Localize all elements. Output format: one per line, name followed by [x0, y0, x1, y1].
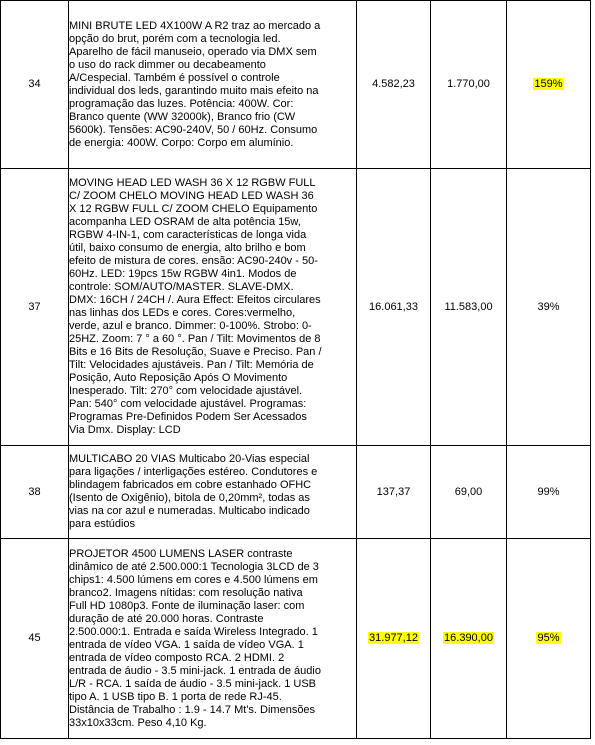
description-line: individual dos leds, garantindo muito mais efeito na: [69, 84, 319, 97]
description-line: Programas Pre-Definidos Podem Ser Acessados: [69, 411, 307, 423]
description-line: branco2. Imagens nítidas: com resolução nativa: [69, 586, 303, 599]
offer-price-cell: [431, 1, 507, 169]
percentage-cell: [507, 169, 591, 446]
price-value: 11.583,00: [444, 300, 493, 313]
description-line: entrada de áudio - 3.5 mini-jack. 1 entrada de áudio: [69, 664, 321, 677]
description-line: Pan: 540° com velocidade ajustável. Programas:: [69, 398, 307, 410]
reference-price-cell: [357, 169, 431, 446]
description-line: Branco quente (WW 32000k), Branco frio (CW: [69, 110, 296, 123]
description-line: programação das luzes. Potência: 400W. Cor:: [69, 97, 294, 110]
description-line: verde, azul e branco. Dimmer: 0-100%. Strobo: 0-: [69, 320, 312, 332]
description-line: PROJETOR 4500 LUMENS LASER contraste: [69, 547, 293, 560]
table-row: [1, 1, 591, 169]
price-value: 16.061,33: [369, 300, 418, 313]
description-line: 33x10x33cm. Peso 4,10 Kg.: [69, 716, 207, 729]
description-line: nas linhas dos LEDs e cores. Cores:vermelho,: [69, 307, 296, 319]
item-number-cell: 37: [1, 169, 69, 446]
description-line: Full HD 1080p3. Fonte de iluminação laser: com: [69, 599, 305, 612]
description-line: útil, baixo consumo de energia, alto brilho e bom: [69, 242, 306, 254]
percentage-cell: [507, 539, 591, 739]
description-line: acompanha LED OSRAM de alta potência 15w,: [69, 216, 301, 228]
item-description-cell: [69, 539, 357, 739]
reference-price-cell: [357, 539, 431, 739]
item-number-cell: 45: [1, 539, 69, 739]
description-line: o uso do rack dimmer ou decabeamento: [69, 58, 266, 71]
description-line: entrada de vídeo composto RCA. 2 HDMI. 2: [69, 651, 285, 664]
description-line: Bits e 16 Bits de Resolução, Suave e Preciso. Pan /: [69, 346, 322, 358]
price-value: 69,00: [454, 485, 483, 498]
description-line: Via Dmx. Display: LCD: [69, 424, 181, 436]
description-line: efeito de mistura de cores. ensão: AC90-240v - 50-: [69, 255, 318, 267]
description-line: entrada de vídeo VGA. 1 saída de vídeo VGA. 1: [69, 638, 304, 651]
description-line: chips1: 4.500 lúmens em cores e 4.500 lúmens em: [69, 573, 318, 586]
description-line: RGBW 4-IN-1, com características de longa vida: [69, 229, 307, 241]
description-line: controle: SOM/AUTO/MASTER. SLAVE-DMX.: [69, 281, 294, 293]
description-line: Distância de Trabalho : 1.9 - 14.7 Mt's. Dimensões: [69, 703, 316, 716]
description-line: L/R - RCA. 1 saída de áudio - 3.5 mini-jack. 1 USB: [69, 677, 316, 690]
description-line: para ligações / interligações estéreo. Condutores e: [69, 466, 318, 478]
percentage-value: 99%: [537, 485, 560, 498]
description-line: MOVING HEAD LED WASH 36 X 12 RGBW FULL: [69, 177, 316, 189]
description-line: (Isento de Oxigênio), bitola de 0,20mm², todas as: [69, 492, 310, 504]
description-line: vias na cor azul e numeradas. Multicabo indicado: [69, 505, 310, 517]
reference-price-cell: [357, 1, 431, 169]
price-value: 16.390,00: [444, 632, 493, 644]
item-description-cell: [69, 169, 357, 446]
description-line: para estúdios: [69, 518, 136, 530]
description-line: 2.500.000:1. Entrada e saída Wireless Integrado. 1: [69, 625, 318, 638]
description-line: MINI BRUTE LED 4X100W A R2 traz ao mercado a: [69, 19, 321, 32]
percentage-value: 95%: [537, 632, 560, 644]
table-body: [1, 1, 591, 739]
description-line: 25HZ. Zoom: 7 ° a 60 °. Pan / Tilt: Movimentos de 8: [69, 333, 321, 345]
price-value: 1.770,00: [447, 78, 490, 90]
description-line: 5600k). Tensões: AC90-240V, 50 / 60Hz. Consumo: [69, 123, 318, 136]
description-line: opção do brut, porém com a tecnologia led.: [69, 32, 281, 45]
description-line: Inesperado. Tilt: 270° com velocidade ajustável.: [69, 385, 303, 397]
description-line: blindagem fabricados em cobre estanhado OFHC: [69, 479, 312, 491]
description-line: MULTICABO 20 VIAS Multicabo 20-Vias especial: [69, 453, 310, 465]
description-line: de energia: 400W. Corpo: Corpo em alumínio.: [69, 136, 294, 149]
description-line: dinâmico de até 2.500.000:1 Tecnologia 3LCD de 3: [69, 560, 319, 573]
price-value: 137,37: [376, 485, 411, 498]
description-line: Aparelho de fácil manuseio, operado via DMX sem: [69, 45, 317, 58]
item-description-cell: [69, 1, 357, 169]
description-line: DMX: 16CH / 24CH /. Aura Effect: Efeitos circulares: [69, 294, 321, 306]
offer-price-cell: [431, 539, 507, 739]
item-number-cell: 38: [1, 446, 69, 539]
reference-price-cell: [357, 446, 431, 539]
price-value: 31.977,12: [369, 632, 418, 644]
percentage-value: 39%: [537, 300, 560, 313]
description-line: C/ ZOOM CHELO MOVING HEAD LED WASH 36: [69, 190, 314, 202]
percentage-cell: [507, 446, 591, 539]
description-line: Tilt: Velocidades ajustáveis. Pan / Tilt: Memória de: [69, 359, 314, 371]
offer-price-cell: [431, 446, 507, 539]
table-row: [1, 446, 591, 539]
offer-price-cell: [431, 169, 507, 446]
table-row: [1, 169, 591, 446]
description-line: duração de até 20.000 horas. Contraste: [69, 612, 264, 625]
percentage-value: 159%: [534, 78, 563, 90]
item-description-cell: [69, 446, 357, 539]
table-row: [1, 539, 591, 739]
description-line: X 12 RGBW FULL C/ ZOOM CHELO Equipamento: [69, 203, 318, 215]
price-value: 4.582,23: [372, 78, 415, 90]
description-line: Posição, Auto Reposição Após O Movimento: [69, 372, 288, 384]
item-number-cell: 34: [1, 1, 69, 169]
description-line: A/Cespecial. Também é possível o controle: [69, 71, 280, 84]
description-line: 60Hz. LED: 19pcs 15w RGBW 4in1. Modos de: [69, 268, 297, 280]
percentage-cell: [507, 1, 591, 169]
description-line: tipo A. 1 USB tipo B. 1 porta de rede RJ-45.: [69, 690, 282, 703]
